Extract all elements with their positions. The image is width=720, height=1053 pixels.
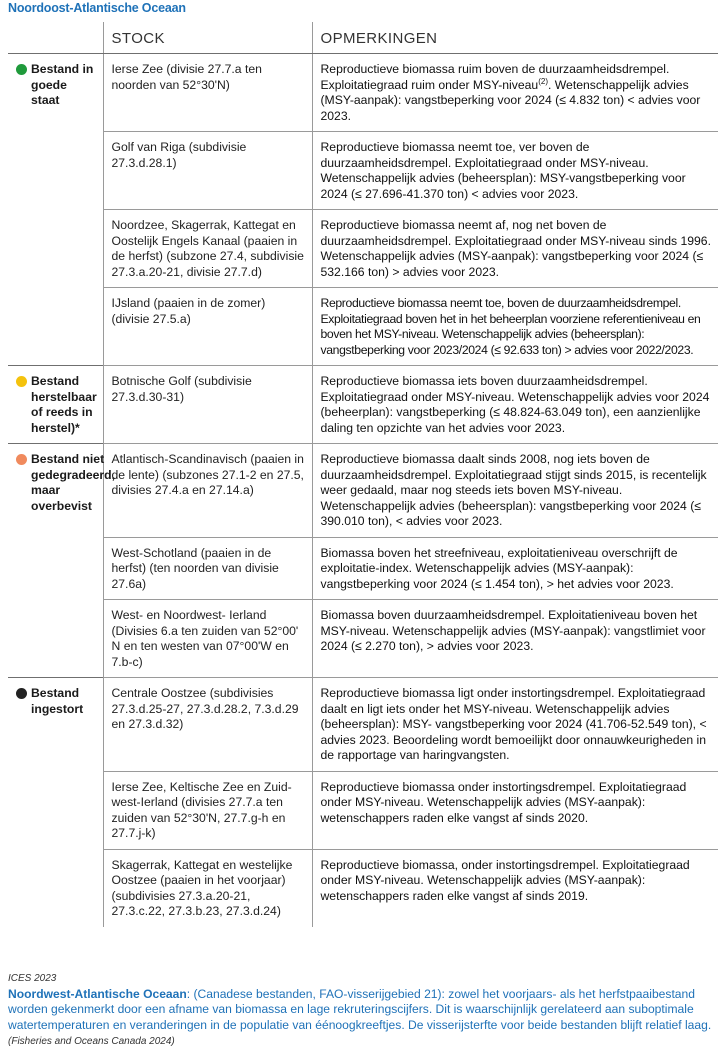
remark-cell: Reproductieve biomassa ruim boven de duurzaamheidsdrempel. Exploitatiegraad ruim onder MSY-niveau$^{(2)}$. Wetenschappelijk advies (MSY-aanpak): vangstbeperking voor 2024 (≤ 4.832 ton) < advies voor 2023. bbox=[312, 54, 718, 132]
source-label: ICES 2023 bbox=[8, 973, 57, 984]
status-label: Bestand in goede staat bbox=[31, 62, 94, 107]
stock-cell: Ierse Zee, Keltische Zee en Zuid-west-Ierland (divisies 27.7.a ten zuiden van 52°30'N, 27.7.g-h en 27.7.j-k) bbox=[103, 771, 312, 849]
stock-cell: Centrale Oostzee (subdivisies 27.3.d.25-27, 27.3.d.28.2, 7.3.d.29 en 27.3.d.32) bbox=[103, 678, 312, 772]
table-row bbox=[8, 132, 718, 210]
table-row bbox=[8, 210, 718, 288]
green-status-dot-icon bbox=[16, 64, 27, 75]
remark-cell: Reproductieve biomassa ligt onder instortingsdrempel. Exploitatiegraad daalt en ligt iets onder het MSY-niveau. Wetenschappelijk advies (beheersplan): MSY- vangstbeperking voor 2024 (41.706-52.549 ton), < advies 2023. Beoordeling wordt bemoeilijkt door onnauwkeurigheden in de rapportage van haringvangsten. bbox=[312, 678, 718, 772]
remark-cell: Reproductieve biomassa iets boven duurzaamheidsdrempel. Exploitatiegraad onder MSY-niveau. Wetenschappelijk advies voor 2024 (beheerplan): vangstbeperking (≤ 48.824-63.049 ton), een aanzienlijke daling ten opzichte van het advies voor 2023. bbox=[312, 366, 718, 444]
footer-heading: Noordwest-Atlantische Oceaan bbox=[8, 986, 187, 1001]
status-label: Bestand ingestort bbox=[31, 686, 84, 716]
stock-cell: Noordzee, Skagerrak, Kattegat en Oostelijk Engels Kanaal (paaien in de herfst) (subzone 27.4, subdivisie 27.3.a.20-21, divisie 27.7.d) bbox=[103, 210, 312, 288]
table-row bbox=[8, 54, 718, 132]
remark-cell: Reproductieve biomassa onder instortingsdrempel. Exploitatiegraad onder MSY-niveau. Wetenschappelijk advies (MSY-aanpak): wetenschappers raden elke vangst af sinds 2020. bbox=[312, 771, 718, 849]
status-cell-recovering bbox=[8, 366, 103, 444]
stock-cell: Golf van Riga (subdivisie 27.3.d.28.1) bbox=[103, 132, 312, 210]
remark-cell: Biomassa boven duurzaamheidsdrempel. Exploitatieniveau boven het MSY-niveau. Wetenschappelijk advies (MSY-aanpak): vangstlimiet voor 2024 (≤ 2.270 ton), > advies voor 2023. bbox=[312, 600, 718, 678]
remark-cell: Reproductieve biomassa, onder instortingsdrempel. Exploitatiegraad onder MSY-niveau. Wetenschappelijk advies (MSY-aanpak): wetenschappers raden elke vangst af sinds 2019. bbox=[312, 849, 718, 927]
footer-note bbox=[8, 971, 716, 1050]
status-label: Bestand niet gedegradeerd, maar overbevist bbox=[31, 452, 115, 513]
yellow-status-dot-icon bbox=[16, 376, 27, 387]
table-row bbox=[8, 537, 718, 600]
remark-cell: Biomassa boven het streefniveau, exploitatieniveau overschrijft de exploitatie-index. Wetenschappelijk advies (MSY-aanpak): vangstbeperking voor 2024 (≤ 1.454 ton), > het advies voor 2023. bbox=[312, 537, 718, 600]
stock-cell: Atlantisch-Scandinavisch (paaien in de lente) (subzones 27.1-2 en 27.5, divisies 27.4.a en 27.14.a) bbox=[103, 444, 312, 538]
status-cell-overfished bbox=[8, 444, 115, 678]
stock-status-table bbox=[8, 22, 718, 927]
table-row bbox=[8, 849, 718, 927]
status-cell-good bbox=[8, 54, 103, 366]
table-row bbox=[8, 678, 718, 772]
footer-citation: (Fisheries and Oceans Canada 2024) bbox=[8, 1036, 175, 1047]
northwest-atlantic-paragraph bbox=[8, 987, 716, 1050]
table-row bbox=[8, 366, 718, 444]
status-label: Bestand herstelbaar of reeds in herstel)* bbox=[31, 374, 97, 435]
status-column-header bbox=[8, 22, 103, 54]
table-row bbox=[8, 444, 718, 538]
remarks-column-header: OPMERKINGEN bbox=[312, 22, 718, 54]
stock-cell: West- en Noordwest- Ierland (Divisies 6.a ten zuiden van 52°00' N en ten westen van 07°00'W en 7.b-c) bbox=[103, 600, 312, 678]
region-title: Noordoost-Atlantische Oceaan bbox=[8, 1, 186, 15]
table-row bbox=[8, 600, 718, 678]
remark-cell: Reproductieve biomassa daalt sinds 2008, nog iets boven de duurzaamheidsdrempel. Exploitatiegraad stijgt sinds 2015, is recentelijk weer gedaald, maar nog steeds iets boven MSY-niveau. Wetenschappelijk advies (beheersplan): vangstbeperking voor 2024 (≤ 390.010 ton), < advies voor 2023. bbox=[312, 444, 718, 538]
remark-cell: Reproductieve biomassa neemt toe, ver boven de duurzaamheidsdrempel. Exploitatiegraad onder MSY-niveau. Wetenschappelijk advies (beheersplan): MSY-vangstbeperking voor 2024 (≤ 27.696-41.370 ton) < advies voor 2023. bbox=[312, 132, 718, 210]
remark-cell: Reproductieve biomassa neemt af, nog net boven de duurzaamheidsdrempel. Exploitatiegraad onder MSY-niveau sinds 1996. Wetenschappelijk advies (MSY-aanpak): vangstbeperking voor 2024 (≤ 532.166 ton) > advies voor 2023. bbox=[312, 210, 718, 288]
stock-cell: Botnische Golf (subdivisie 27.3.d.30-31) bbox=[103, 366, 312, 444]
table-row bbox=[8, 288, 718, 366]
table-header-row bbox=[8, 22, 718, 54]
status-cell-collapsed bbox=[8, 678, 103, 927]
stock-cell: West-Schotland (paaien in de herfst) (ten noorden van divisie 27.6a) bbox=[103, 537, 312, 600]
stock-cell: Ierse Zee (divisie 27.7.a ten noorden van 52°30'N) bbox=[103, 54, 312, 132]
stock-column-header: STOCK bbox=[103, 22, 312, 54]
black-status-dot-icon bbox=[16, 688, 27, 699]
footer-body: : (Canadese bestanden, FAO-visserijgebied 21): zowel het voorjaars- als het herfstpaaibestand worden gekenmerkt door een afname van biomassa en lage rekruteringscijfers. Dit is waarschijnlijk gerelateerd aan suboptimale watertemperaturen en veranderingen in de populatie van éénoogkreeftjes. De visserijsterfte voor beide bestanden blijft relatief laag. bbox=[8, 986, 712, 1032]
table-row bbox=[8, 771, 718, 849]
stock-cell: IJsland (paaien in de zomer) (divisie 27.5.a) bbox=[103, 288, 312, 366]
remark-cell: Reproductieve biomassa neemt toe, boven de duurzaamheidsdrempel. Exploitatiegraad boven het in het beheerplan voorziene referentieniveau en boven het MSY-niveau. Wetenschappelijk advies (beheersplan): vangstbeperking voor 2023/2024 (≤ 92.633 ton) > advies voor 2022/2023. bbox=[312, 288, 718, 366]
orange-status-dot-icon bbox=[16, 454, 27, 465]
stock-cell: Skagerrak, Kattegat en westelijke Oostzee (paaien in het voorjaar) (subdivisies 27.3.a.20-21, 27.3.c.22, 27.3.b.23, 27.3.d.24) bbox=[103, 849, 312, 927]
